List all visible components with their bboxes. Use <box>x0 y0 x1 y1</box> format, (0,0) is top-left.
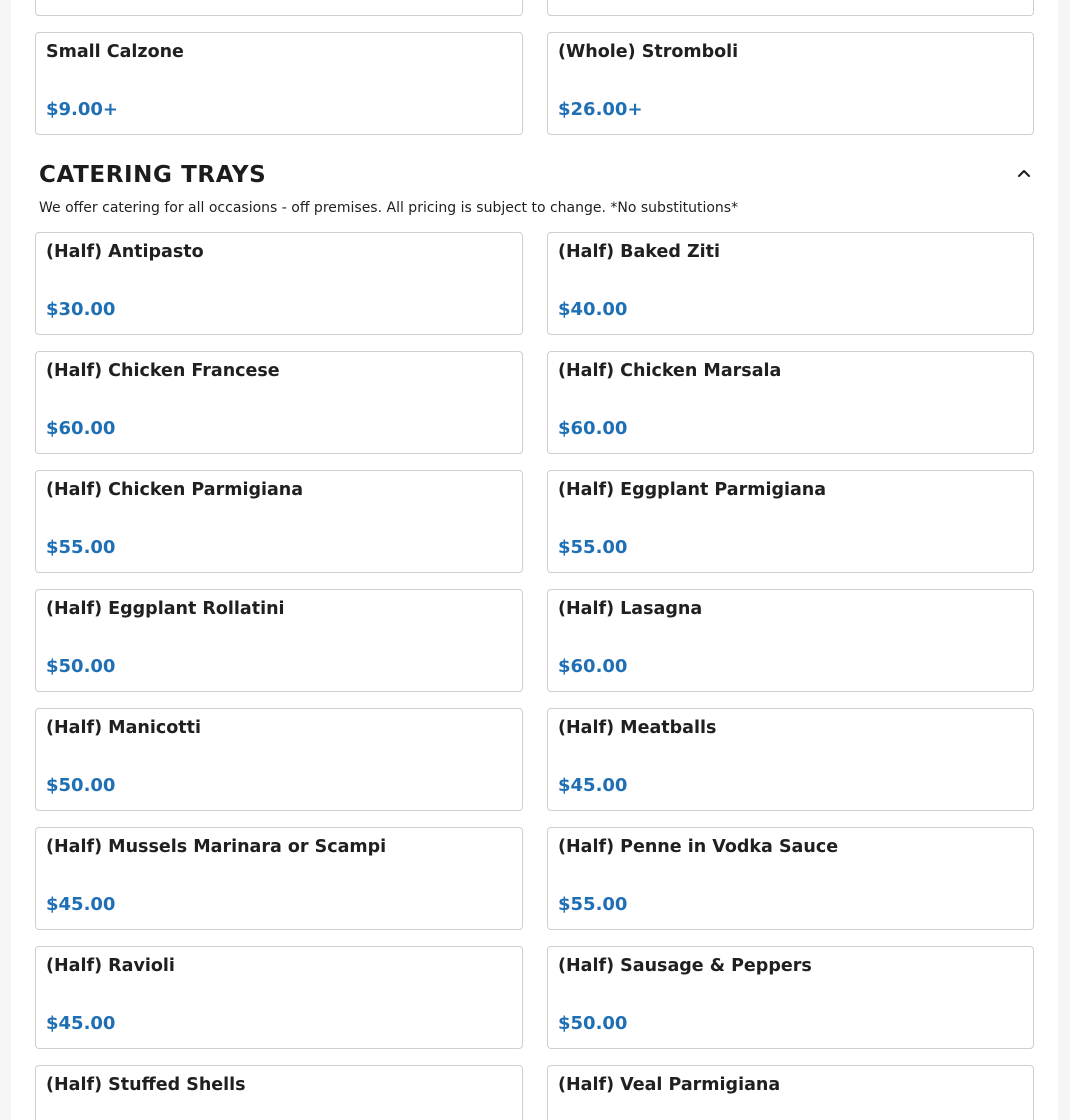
menu-item-price: $60.00 <box>558 656 628 677</box>
menu-item-price: $30.00 <box>46 299 116 320</box>
menu-item-price: $40.00 <box>558 299 628 320</box>
menu-item-card[interactable] <box>547 0 1034 16</box>
menu-item-price: $50.00 <box>46 775 116 796</box>
collapse-section-button[interactable] <box>1012 162 1036 186</box>
menu-item-name: (Half) Eggplant Parmigiana <box>558 480 827 500</box>
menu-item-name: (Half) Chicken Marsala <box>558 361 782 381</box>
menu-item-name: (Half) Ravioli <box>46 956 175 976</box>
menu-item-price: $55.00 <box>558 894 628 915</box>
menu-panel <box>11 0 1058 1120</box>
menu-item-card[interactable] <box>35 32 523 135</box>
menu-item-price: $50.00 <box>558 1013 628 1034</box>
menu-item-name: (Half) Antipasto <box>46 242 204 262</box>
menu-item-name: (Half) Manicotti <box>46 718 201 738</box>
catering-section-header <box>39 160 1038 194</box>
menu-item-card[interactable] <box>35 470 523 573</box>
previous-section-items <box>35 0 1034 135</box>
menu-item-name: (Half) Lasagna <box>558 599 703 619</box>
menu-item-card[interactable] <box>35 827 523 930</box>
menu-item-card[interactable] <box>547 1065 1034 1120</box>
menu-item-card[interactable] <box>35 351 523 454</box>
menu-item-name: (Half) Veal Parmigiana <box>558 1075 781 1095</box>
menu-item-name: (Half) Chicken Parmigiana <box>46 480 304 500</box>
menu-item-card[interactable] <box>35 589 523 692</box>
menu-item-name: (Half) Eggplant Rollatini <box>46 599 285 619</box>
menu-item-price: $26.00+ <box>558 99 643 120</box>
menu-item-price: $55.00 <box>46 537 116 558</box>
menu-item-card[interactable] <box>547 708 1034 811</box>
menu-item-card[interactable] <box>547 827 1034 930</box>
menu-item-price: $45.00 <box>558 775 628 796</box>
menu-item-name: (Whole) Stromboli <box>558 42 739 62</box>
menu-item-price: $50.00 <box>46 656 116 677</box>
menu-item-name: (Half) Penne in Vodka Sauce <box>558 837 839 857</box>
menu-item-name: (Half) Sausage & Peppers <box>558 956 812 976</box>
menu-item-card[interactable] <box>547 351 1034 454</box>
menu-item-card[interactable] <box>35 232 523 335</box>
menu-item-name: (Half) Baked Ziti <box>558 242 721 262</box>
menu-item-name: (Half) Chicken Francese <box>46 361 280 381</box>
menu-item-name: Small Calzone <box>46 42 184 62</box>
menu-item-card[interactable] <box>547 32 1034 135</box>
menu-item-card[interactable] <box>35 0 523 16</box>
catering-items <box>35 232 1034 1120</box>
menu-item-price: $55.00 <box>558 537 628 558</box>
menu-item-card[interactable] <box>547 589 1034 692</box>
menu-item-card[interactable] <box>35 1065 523 1120</box>
menu-item-card[interactable] <box>547 946 1034 1049</box>
menu-item-price: $60.00 <box>558 418 628 439</box>
menu-item-card[interactable] <box>35 946 523 1049</box>
menu-item-card[interactable] <box>35 708 523 811</box>
menu-item-name: (Half) Mussels Marinara or Scampi <box>46 837 387 857</box>
menu-item-name: (Half) Stuffed Shells <box>46 1075 246 1095</box>
menu-item-price: $60.00 <box>46 418 116 439</box>
menu-item-price: $9.00+ <box>46 99 119 120</box>
menu-item-price: $45.00 <box>46 1013 116 1034</box>
menu-item-name: (Half) Meatballs <box>558 718 717 738</box>
section-title: CATERING TRAYS <box>39 162 267 188</box>
chevron-up-icon <box>1012 162 1036 186</box>
section-description: We offer catering for all occasions - off premises. All pricing is subject to change. *No substitutions* <box>39 200 739 216</box>
menu-item-card[interactable] <box>547 232 1034 335</box>
menu-item-price: $45.00 <box>46 894 116 915</box>
menu-item-card[interactable] <box>547 470 1034 573</box>
